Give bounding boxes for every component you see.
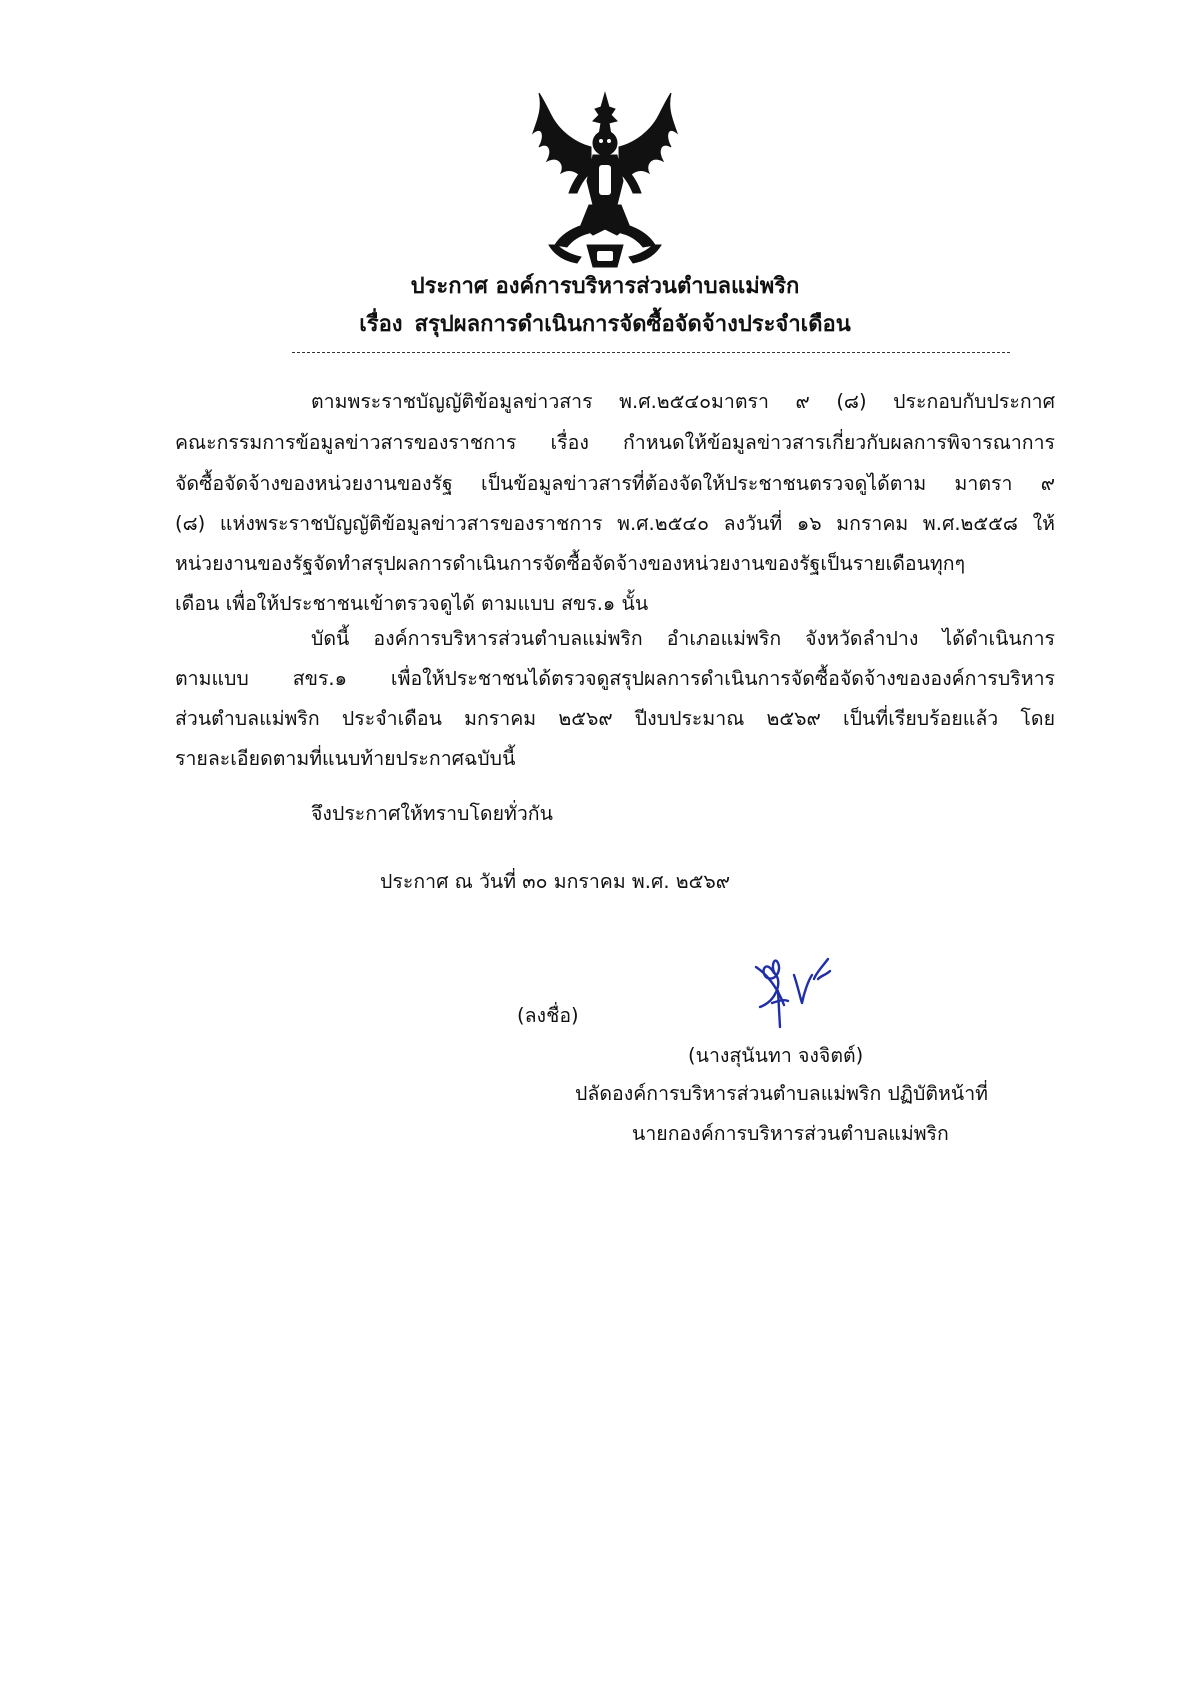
dashed-divider [292, 352, 1010, 353]
paragraph2-line: บัดนี้ องค์การบริหารส่วนตำบลแม่พริก อำเภอแม่พริก จังหวัดลำปาง ได้ดำเนินการ [311, 627, 1055, 650]
signer-acting-position: นายกองค์การบริหารส่วนตำบลแม่พริก [632, 1122, 949, 1145]
subject-text: สรุปผลการดำเนินการจัดซื้อจัดจ้างประจำเดือน [414, 312, 851, 337]
signer-name: (นางสุนันทา จงจิตต์) [688, 1044, 864, 1067]
handwritten-signature [752, 945, 844, 1030]
paragraph2-line: ตามแบบ สขร.๑ เพื่อให้ประชาชนได้ตรวจดูสรุปผลการดำเนินการจัดซื้อจัดจ้างขององค์การบริหาร [175, 667, 1055, 690]
paragraph1-line: เดือน เพื่อให้ประชาชนเข้าตรวจดูได้ ตามแบบ สขร.๑ นั้น [175, 592, 649, 615]
paragraph1-line: ตามพระราชบัญญัติข้อมูลข่าวสาร พ.ศ.๒๕๔๐มาตรา ๙ (๘) ประกอบกับประกาศ [311, 390, 1055, 413]
subject-label: เรื่อง [359, 312, 403, 337]
paragraph1-line: หน่วยงานของรัฐจัดทำสรุปผลการดำเนินการจัดซื้อจัดจ้างของหน่วยงานของรัฐเป็นรายเดือนทุกๆ [175, 552, 966, 575]
closing-text: จึงประกาศให้ทราบโดยทั่วกัน [311, 802, 553, 825]
announcement-title: ประกาศ องค์การบริหารส่วนตำบลแม่พริก [410, 274, 800, 299]
paragraph2-line: ส่วนตำบลแม่พริก ประจำเดือน มกราคม ๒๕๖๙ ปีงบประมาณ ๒๕๖๙ เป็นที่เรียบร้อยแล้ว โดย [175, 707, 1055, 730]
paragraph2-line: รายละเอียดตามที่แนบท้ายประกาศฉบับนี้ [175, 747, 516, 770]
signer-position: ปลัดองค์การบริหารส่วนตำบลแม่พริก ปฏิบัติหน้าที่ [575, 1082, 989, 1105]
paragraph1-line: จัดซื้อจัดจ้างของหน่วยงานของรัฐ เป็นข้อมูลข่าวสารที่ต้องจัดให้ประชาชนตรวจดูได้ตาม มาตรา ๙ [175, 472, 1055, 495]
announcement-date: ประกาศ ณ วันที่ ๓๐ มกราคม พ.ศ. ๒๕๖๙ [380, 870, 730, 893]
paragraph1-line: (๘) แห่งพระราชบัญญัติข้อมูลข่าวสารของราชการ พ.ศ.๒๕๔๐ ลงวันที่ ๑๖ มกราคม พ.ศ.๒๕๕๘ ให้ [175, 512, 1055, 535]
paragraph1-line: คณะกรรมการข้อมูลข่าวสารของราชการ เรื่อง กำหนดให้ข้อมูลข่าวสารเกี่ยวกับผลการพิจารณาการ [175, 431, 1055, 454]
announcement-subject [10, 310, 1190, 340]
sign-label: (ลงชื่อ) [517, 1004, 579, 1027]
garuda-emblem-icon [525, 85, 685, 270]
